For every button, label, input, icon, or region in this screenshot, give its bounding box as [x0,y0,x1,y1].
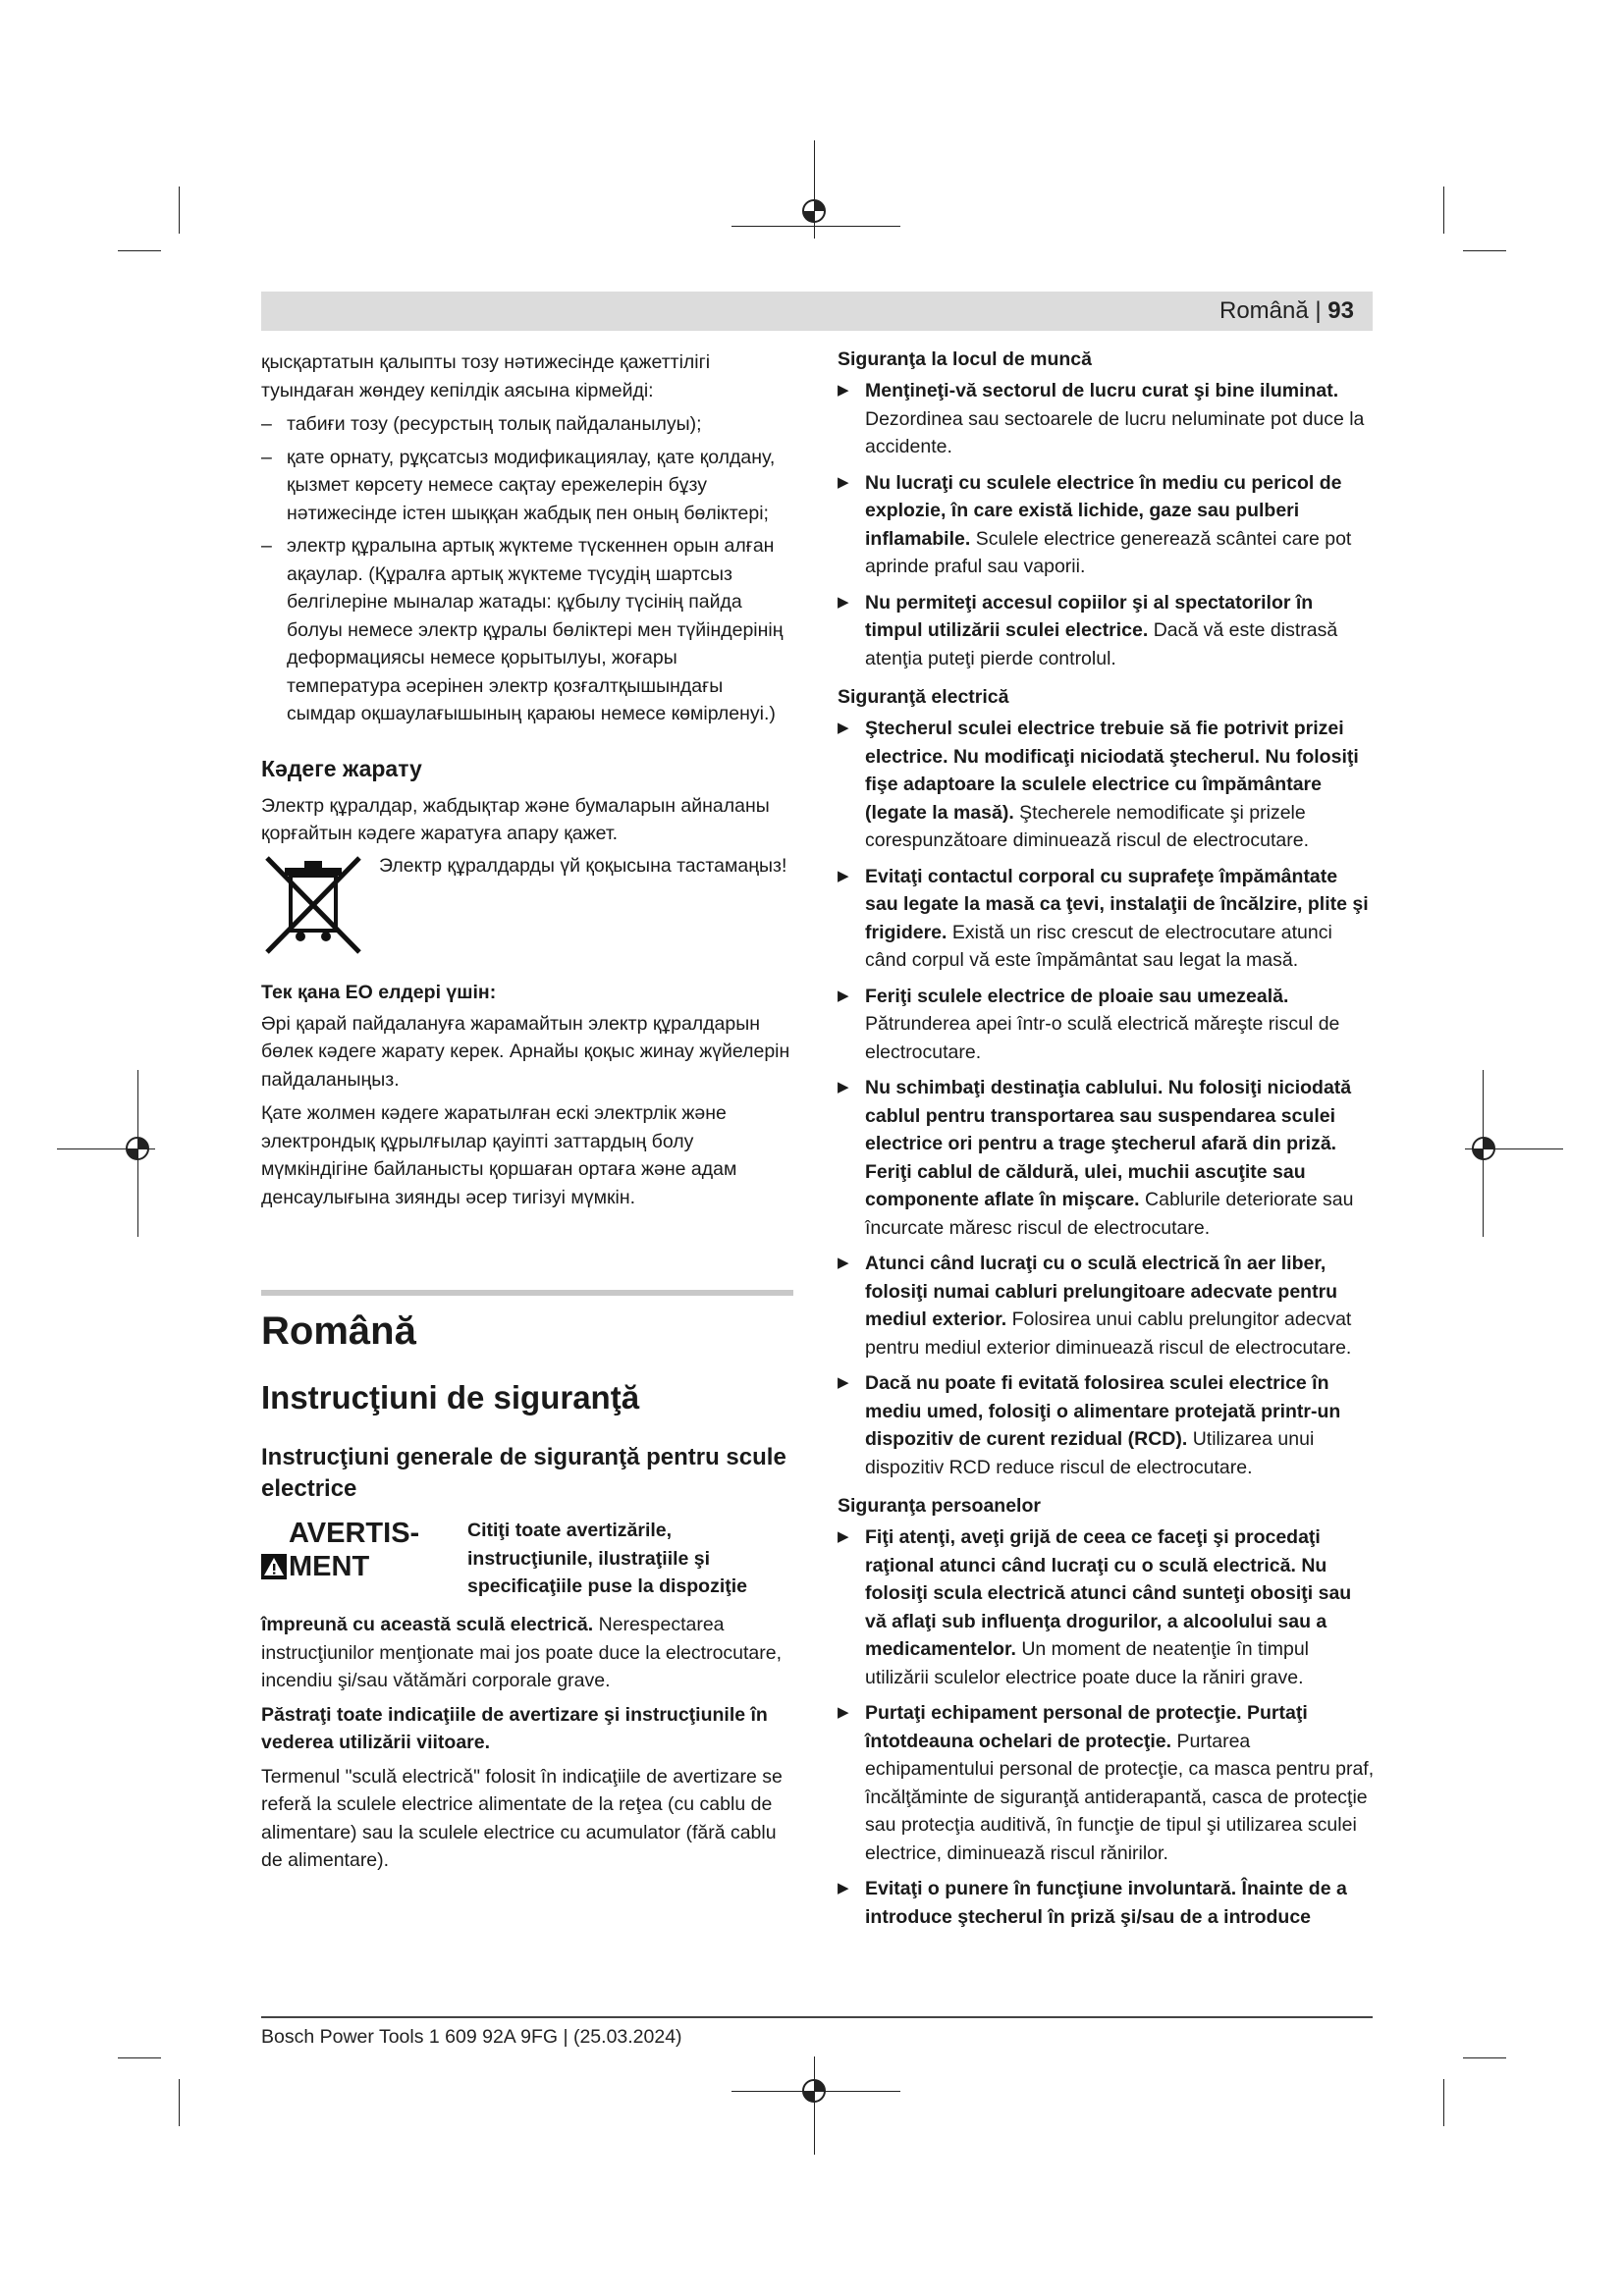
crop-mark [118,250,161,251]
eu-paragraph: Әрі қарай пайдалануға жарамайтын электр құралдарын бөлек кәдеге жарату керек. Арнайы қоқыс жинау жүйелерін пайдаланыңыз. [261,1012,790,1091]
eu-heading: Тек қана ЕО елдері үшін: [261,981,497,1003]
term-paragraph: Termenul "sculă electrică" folosit în indicaţiile de avertizare se referă la sculele electrice alimentate de la reţea (cu cablu de alimentare) sau la sculele electrice cu acumulator (fără cablu de alimentare). [261,1765,783,1871]
work-safety-heading: Siguranţa la locul de muncă [838,348,1092,370]
recycle-row [261,854,793,962]
language-title: Română [261,1309,416,1353]
list-item: ▶ Ştecherul sculei electrice trebuie să fie potrivit prizei electrice. Nu modificaţi niciodată ştecherul. Nu folosiţi fişe adaptoare la sculele electrice cu împământare (legate la masă). Ştecherele nemodificate şi prizele corespunzătoare diminuează riscul de electrocutare. [838,718,1359,851]
running-header [1219,297,1354,325]
registration-target-icon [1467,1132,1500,1165]
warning-bold-text: împreună cu această sculă electrică. [261,1614,594,1635]
list-item: ▶ Purtaţi echipament personal de protecţie. Purtaţi întotdeauna ochelari de protecţie. Purtarea echipamentului personal de protecţie, ca masca pentru praf, încălţăminte de siguranţă antiderapantă, casca de protecţie sau protecţia auditivă, în funcţie de tipul şi utilizarea sculei electrice, diminuează riscul rănirilor. [838,1702,1375,1864]
right-column [838,348,1376,1939]
crop-mark [1463,250,1506,251]
list-item: ▶ Dacă nu poate fi evitată folosirea sculei electrice în mediu umed, folosiţi o alimentare protejată printr-un dispozitiv de curent rezidual (RCD). Utilizarea unui dispozitiv RCD reduce riscul de electrocutare. [838,1372,1341,1478]
list-item: ▶ Feriţi sculele electrice de ploaie sau umezeală. Pătrunderea apei într-o sculă electrică măreşte riscul de electrocutare. [838,985,1340,1063]
personal-safety-heading: Siguranţa persoanelor [838,1495,1041,1517]
keep-instructions: Păstraţi toate indicaţiile de avertizare şi instrucţiunile în vederea utilizării viitoare. [261,1703,768,1753]
electric-safety-heading: Siguranţă electrică [838,686,1009,708]
list-item: ▶ Atunci când lucraţi cu o sculă electrică în aer liber, folosiţi numai cabluri prelungitoare adecvate pentru mediul exterior. Folosirea unui cablu prelungitor adecvat pentru mediul exterior diminuează riscul de electrocutare. [838,1253,1352,1359]
list-item: ▶ Nu lucraţi cu sculele electrice în mediu cu pericol de explozie, în care există lichide, gaze sau pulberi inflamabile. Sculele electrice generează scântei care pot aprinde praful sau vaporii. [838,471,1352,577]
list-item: ▶ Menţineţi-vă sectorul de lucru curat şi bine iluminat. Dezordinea sau sectoarele de lucru neluminate pot duce la accidente. [838,380,1365,457]
recycle-text: Электр құралдарды үй қоқысына тастамаңыз! [379,854,787,877]
header-section: Română [1219,297,1309,324]
disposal-heading: Кәдеге жарату [261,755,422,781]
disposal-paragraph: Электр құралдар, жабдықтар және бумаларын айналаны қорғайтын кәдеге жаратуға апару қажет. [261,794,770,844]
warning-label: AVERTIS-MENT [261,1517,458,1583]
footer-rule [261,2016,1373,2018]
crop-mark [1443,187,1444,234]
registration-target-icon [121,1132,154,1165]
list-item: – табиғи тозу (ресурстың толық пайдаланылуы); [261,413,702,435]
crop-mark [179,2079,180,2126]
list-item: – электр құралына артық жүктеме түскеннен орын алған ақаулар. (Құралға артық жүктеме түсудің шартсыз белгілеріне мыналар жатады: құбылу түсінің пайда болуы немесе электр құралы бөліктері мен түйіндерінің деформациясы немесе қорытылуы, жоғары температура әсерінен электр қозғалтқышындағы сымдар оқшаулағышының қараюы немесе көмірленуі.) [261,535,784,724]
registration-target-icon [797,2074,831,2108]
eu-paragraph: Қате жолмен кәдеге жаратылған ескі электрлік және электрондық құрылғылар қауіпті заттардың болу мүмкіндігіне байланысты қоршаған ортаға және адам денсаулығына зиянды әсер тигізуі мүмкін. [261,1102,737,1208]
header-separator: | [1315,297,1322,324]
list-item: ▶ Evitaţi contactul corporal cu suprafeţe împământate sau legate la masă ca ţevi, instalaţii de încălzire, plite şi frigidere. Există un risc crescut de electrocutare atunci când corpul vă este împământat sau legat la masă. [838,865,1369,971]
section-divider [261,1290,793,1296]
intro-paragraph: қысқартатын қалыпты тозу нәтижесінде қажеттілігі туындаған жөндеу кепілдік аясына кірмейді: [261,351,711,401]
crop-mark [1443,2079,1444,2126]
general-title: Instrucţiuni generale de siguranţă pentru scule electrice [261,1444,786,1502]
header-band [261,292,1373,331]
page-number: 93 [1327,297,1354,324]
registration-target-icon [797,194,831,228]
warning-block [261,1517,793,1615]
crop-mark [118,2057,161,2058]
warning-bold-text: Citiţi toate avertizările, instrucţiunile, ilustraţiile şi specificaţiile puse la dispoziţie [467,1520,748,1597]
crop-mark [1463,2057,1506,2058]
warning-triangle-icon [261,1554,287,1579]
footer-text: Bosch Power Tools 1 609 92A 9FG | (25.03.2024) [261,2026,682,2048]
safety-title: Instrucţiuni de siguranţă [261,1379,640,1415]
list-item: – қате орнату, рұқсатсыз модификациялау, қате қолдану, қызмет көрсету немесе сақтау ережелерін бұзу нәтижесінде істен шыққан жабдық пен оның бөліктері; [261,446,776,524]
list-item: ▶ Evitaţi o punere în funcţiune involuntară. Înainte de a introduce ştecherul în priză şi/sau de a introduce [838,1878,1347,1928]
list-item: ▶ Nu schimbaţi destinaţia cablului. Nu folosiţi niciodată cablul pentru transportarea sau suspendarea sculei electrice ori pentru a trage ştecherul afară din priză. Feriţi cablul de căldură, ulei, muchii ascuţite sau componente aflate în mişcare. Cablurile deteriorate sau încurcate măresc riscul de electrocutare. [838,1077,1354,1239]
left-column [261,348,793,1881]
warning-text: Nerespectarea instrucţiunilor menţionate mai jos poate duce la electrocutare, incendiu şi/sau vătămări corporale grave. [261,1614,783,1691]
list-item: ▶ Nu permiteţi accesul copiilor şi al spectatorilor în timpul utilizării sculei electrice. Dacă vă este distrasă atenţia puteţi pierde controlul. [838,591,1338,669]
crop-mark [179,187,180,234]
crossed-out-bin-icon [261,854,365,962]
list-item: ▶ Fiţi atenţi, aveţi grijă de ceea ce faceţi şi procedaţi raţional atunci când lucraţi cu o sculă electrică. Nu folosiţi scula electrică atunci când sunteţi obosiţi sau vă aflaţi sub influenţa drogurilor, a alcoolului sau a medicamentelor. Un moment de neatenţie în timpul utilizării sculelor electrice poate duce la răniri grave. [838,1526,1352,1688]
